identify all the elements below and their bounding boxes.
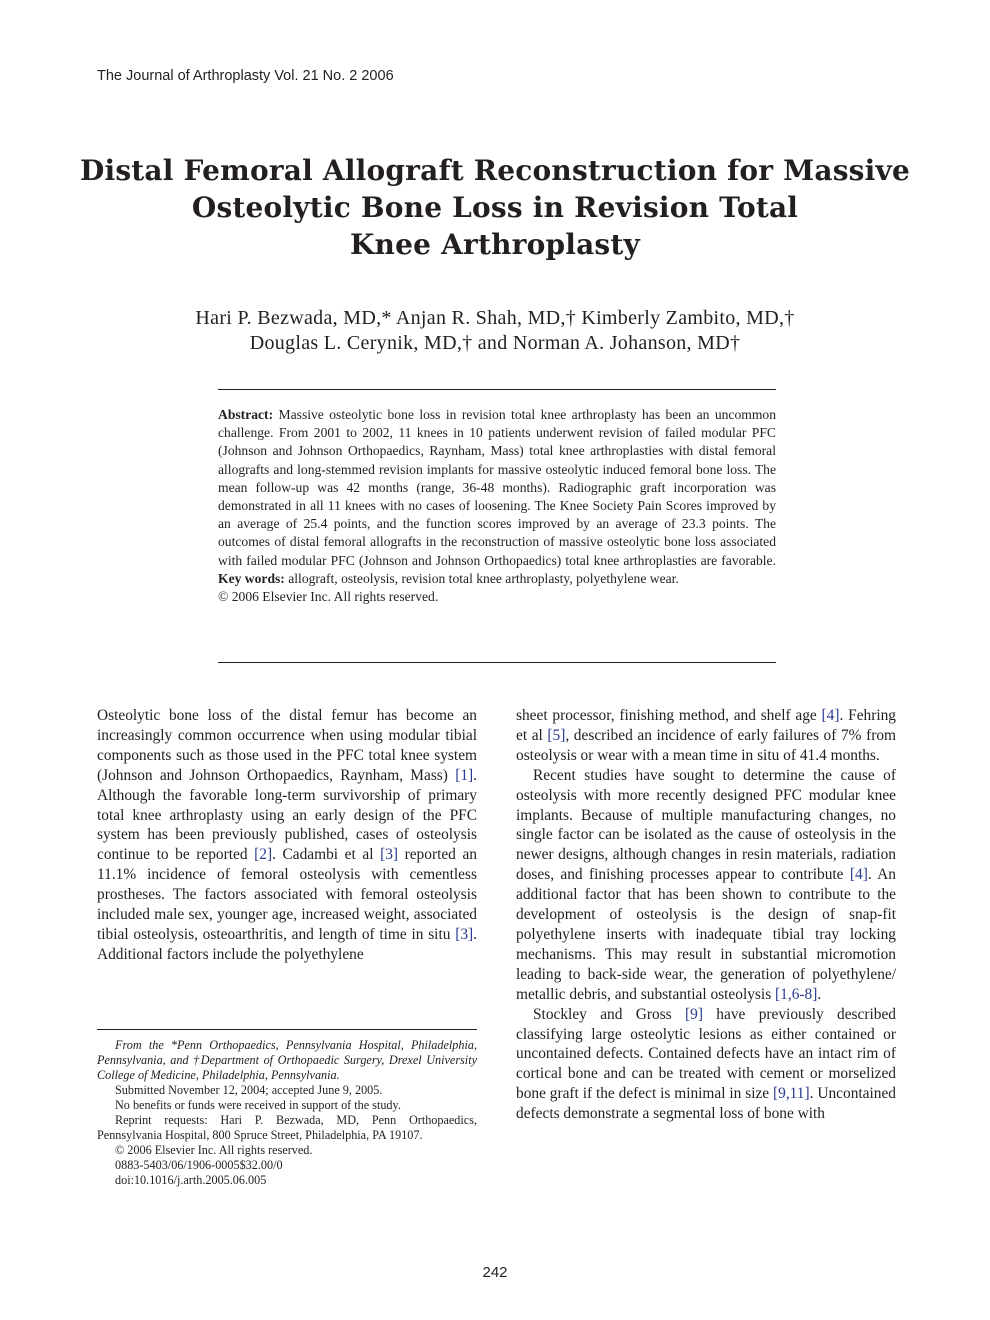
citation-link[interactable]: [9]	[685, 1005, 703, 1023]
footnote-reprints: Reprint requests: Hari P. Bezwada, MD, Penn Orthopaedics, Pennsylvania Hospital, 800 Spruce Street, Philadelphia, PA 19107.	[97, 1113, 477, 1142]
left-paragraph-1	[97, 706, 477, 965]
title-line-1: Distal Femoral Allograft Reconstruction for Massive	[80, 154, 910, 187]
text-run: . Additional factors include the polyethylene	[97, 925, 477, 963]
footnote-funding: No benefits or funds were received in support of the study.	[115, 1098, 401, 1112]
authors-line-1: Hari P. Bezwada, MD,* Anjan R. Shah, MD,† Kimberly Zambito, MD,†	[195, 307, 795, 329]
abstract-block	[218, 406, 776, 606]
title-line-3: Knee Arthroplasty	[350, 228, 640, 261]
right-paragraph-2	[516, 766, 896, 1005]
title-line-2: Osteolytic Bone Loss in Revision Total	[191, 191, 799, 224]
footnote-copyright: © 2006 Elsevier Inc. All rights reserved.	[115, 1143, 313, 1157]
citation-link[interactable]: [9,11]	[773, 1085, 810, 1103]
text-run: Recent studies have sought to determine the cause of osteolysis with more recently designed PFC modular knee implants. Because of multiple manufacturing changes, no single factor can be isolated as the cause of osteolysis in the newer designs, although changes in resin materials, radiation doses, and finishing processes appear to contribute	[516, 766, 896, 884]
author-list	[60, 306, 930, 356]
text-run: , described an incidence of early failures of 7% from osteolysis or wear with a mean time in situ of 41.4 months.	[516, 726, 896, 764]
text-run: reported an 11.1% incidence of femoral osteolysis with cementless prostheses. The factors associated with femoral osteolysis included male sex, younger age, increased weight, associated tibial osteolysis, osteoarthritis, and length of time in situ	[97, 846, 477, 943]
body-right-column	[516, 706, 896, 1124]
abstract-copyright: © 2006 Elsevier Inc. All rights reserved.	[218, 589, 439, 605]
text-run: . Fehring et al	[516, 707, 897, 744]
abstract-label: Abstract:	[218, 407, 274, 422]
footnotes	[97, 1038, 477, 1188]
citation-link[interactable]: [3]	[455, 925, 474, 943]
text-run: have previously described classifying large osteolytic lesions as either contained or uncontained defects. Contained defects have an intact rim of cortical bone and can be treated with cement or morselized bone graft if the defect is minimal in size	[516, 1005, 896, 1103]
footnote-doi: doi:10.1016/j.arth.2005.06.005	[115, 1173, 267, 1187]
keywords-text: allograft, osteolysis, revision total knee arthroplasty, polyethylene wear.	[284, 570, 679, 586]
abstract-top-rule	[218, 389, 776, 390]
footnote-affiliation: From the *Penn Orthopaedics, Pennsylvania Hospital, Philadelphia, Pennsylvania, and †Department of Orthopaedic Surgery, Drexel University College of Medicine, Philadelphia, Pennsylvania.	[97, 1038, 477, 1082]
citation-link[interactable]: [5]	[547, 726, 566, 744]
text-run: . Cadambi et al	[272, 846, 381, 864]
abstract-bottom-rule	[218, 662, 776, 663]
citation-link[interactable]: [1]	[455, 766, 474, 784]
right-paragraph-1	[516, 706, 896, 766]
keywords-label: Key words:	[218, 570, 285, 586]
text-run: . An additional factor that has been shown to contribute to the development of osteolysis is the design of snap-fit polyethylene inserts with inadequate tibial tray locking mechanisms. This may result in substantial micromotion leading to back-side wear, the generation of polyethylene/ metallic debris, and substantial osteolysis	[516, 866, 896, 1003]
citation-link[interactable]: [1,6-8]	[775, 985, 818, 1003]
authors-line-2: Douglas L. Cerynik, MD,† and Norman A. Johanson, MD†	[249, 332, 741, 354]
footnote-rule	[97, 1029, 477, 1030]
footnote-submitted: Submitted November 12, 2004; accepted June 9, 2005.	[115, 1083, 383, 1097]
text-run: Stockley and Gross	[533, 1005, 686, 1023]
text-run: .	[817, 985, 822, 1003]
journal-citation: The Journal of Arthroplasty Vol. 21 No. 2 2006	[97, 68, 394, 84]
body-left-column	[97, 706, 477, 965]
citation-link[interactable]: [4]	[849, 866, 868, 884]
citation-link[interactable]: [4]	[821, 707, 840, 724]
citation-link[interactable]: [3]	[380, 846, 399, 864]
text-run: Osteolytic bone loss of the distal femur has become an increasingly common occurrence when using modular tibial components such as those used in the PFC total knee system (Johnson and Johnson Orthopaedics, Raynham, Mass)	[97, 707, 477, 784]
abstract-text: Massive osteolytic bone loss in revision total knee arthroplasty has been an uncommon challenge. From 2001 to 2002, 11 knees in 10 patients underwent revision of failed modular PFC (Johnson and Johnson Orthopaedics, Raynham, Mass) total knee arthroplasties with distal femoral allografts and long-stemmed revision implants for massive osteolytic induced femoral bone loss. The mean follow-up was 42 months (range, 36-48 months). Radiographic graft incorporation was demonstrated in all 11 knees with no cases of loosening. The Knee Society Pain Scores improved by an average of 25.4 points, and the function scores improved by an average of 23.3 points. The outcomes of distal femoral allografts in the reconstruction of massive osteolytic bone loss associated with failed modular PFC (Johnson and Johnson Orthopaedics) total knee arthroplasties are favorable.	[218, 407, 776, 568]
text-run: sheet processor, finishing method, and shelf age	[516, 707, 822, 724]
footnote-issn: 0883-5403/06/1906-0005$32.00/0	[115, 1158, 283, 1172]
citation-link[interactable]: [2]	[254, 846, 273, 864]
page-number: 242	[482, 1264, 508, 1281]
article-title	[60, 152, 930, 263]
right-paragraph-3	[516, 1005, 896, 1124]
text-run: . Uncontained defects demonstrate a segmental loss of bone with	[516, 1085, 896, 1123]
text-run: . Although the favorable long-term survivorship of primary total knee arthroplasty using an early design of the PFC system has been previously published, cases of osteolysis continue to be reported	[97, 766, 477, 864]
